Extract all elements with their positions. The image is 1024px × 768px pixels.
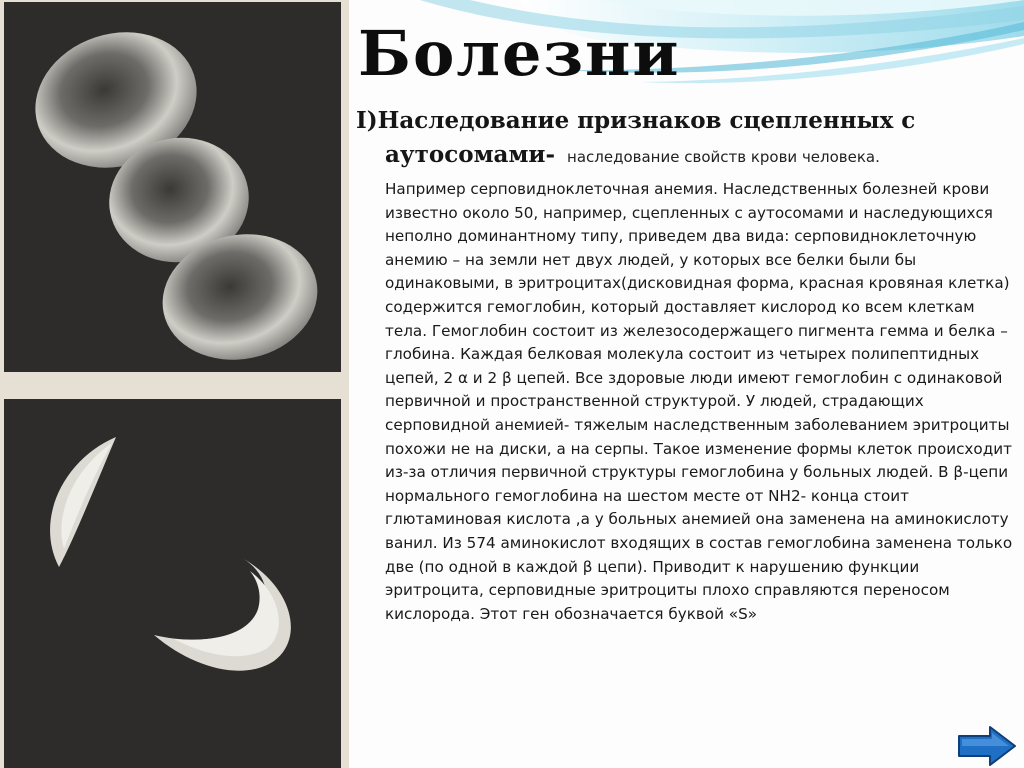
next-slide-button[interactable] — [956, 724, 1018, 768]
section-subtitle: наследование свойств крови человека. — [567, 148, 880, 166]
photo-panel — [0, 0, 349, 768]
sickle-cells-photo — [4, 399, 341, 768]
slide-title: Болезни — [358, 17, 681, 90]
body-text: Например серповидноклеточная анемия. Наследственных болезней крови известно около 50, например, сцепленных с аутосомами и наследующихся неполно доминантному типу, приведем два вида: серповидноклеточную анемию – на земли нет двух людей, у которых все белки были бы одинаковыми, в эритроцитах(дисковидная форма, красная кровяная клетка) содержится гемоглобин, который доставляет кислород ко всем клеткам тела. Гемоглобин состоит из железосодержащего пигмента гемма и белка – глобина. Каждая белковая молекула состоит из четырех полипептидных цепей, 2 α и 2 β цепей. Все здоровые люди имеют гемоглобин с одинаковой первичной и пространственной структурой. У людей, страдающих серповидной анемией- тяжелым наследственным заболеванием эритроциты похожи не на диски, а на серпы. Такое изменение формы клеток происходит из-за отличия первичной структуры гемоглобина у больных людей. В β-цепи нормального гемоглобина на шестом месте от NH2- конца стоит глютаминовая кислота ,а у больных анемией она заменена на аминокислоту ванил. Из 574 аминокислот входящих в состав гемоглобина заменена только две (по одной в каждой β цепи). Приводит к нарушению функции эритроцита, серповидные эритроциты плохо справляются переносом кислорода. Этот ген обозначается буквой «S» — [385, 180, 1013, 623]
content-block — [356, 104, 1013, 626]
section-heading — [356, 104, 1006, 174]
section-heading-line2: аутосомами- — [385, 141, 556, 168]
normal-erythrocytes-photo — [4, 2, 341, 372]
section-heading-line1: I)Наследование признаков сцепленных с — [356, 107, 916, 134]
arrow-right-icon — [959, 727, 1015, 765]
